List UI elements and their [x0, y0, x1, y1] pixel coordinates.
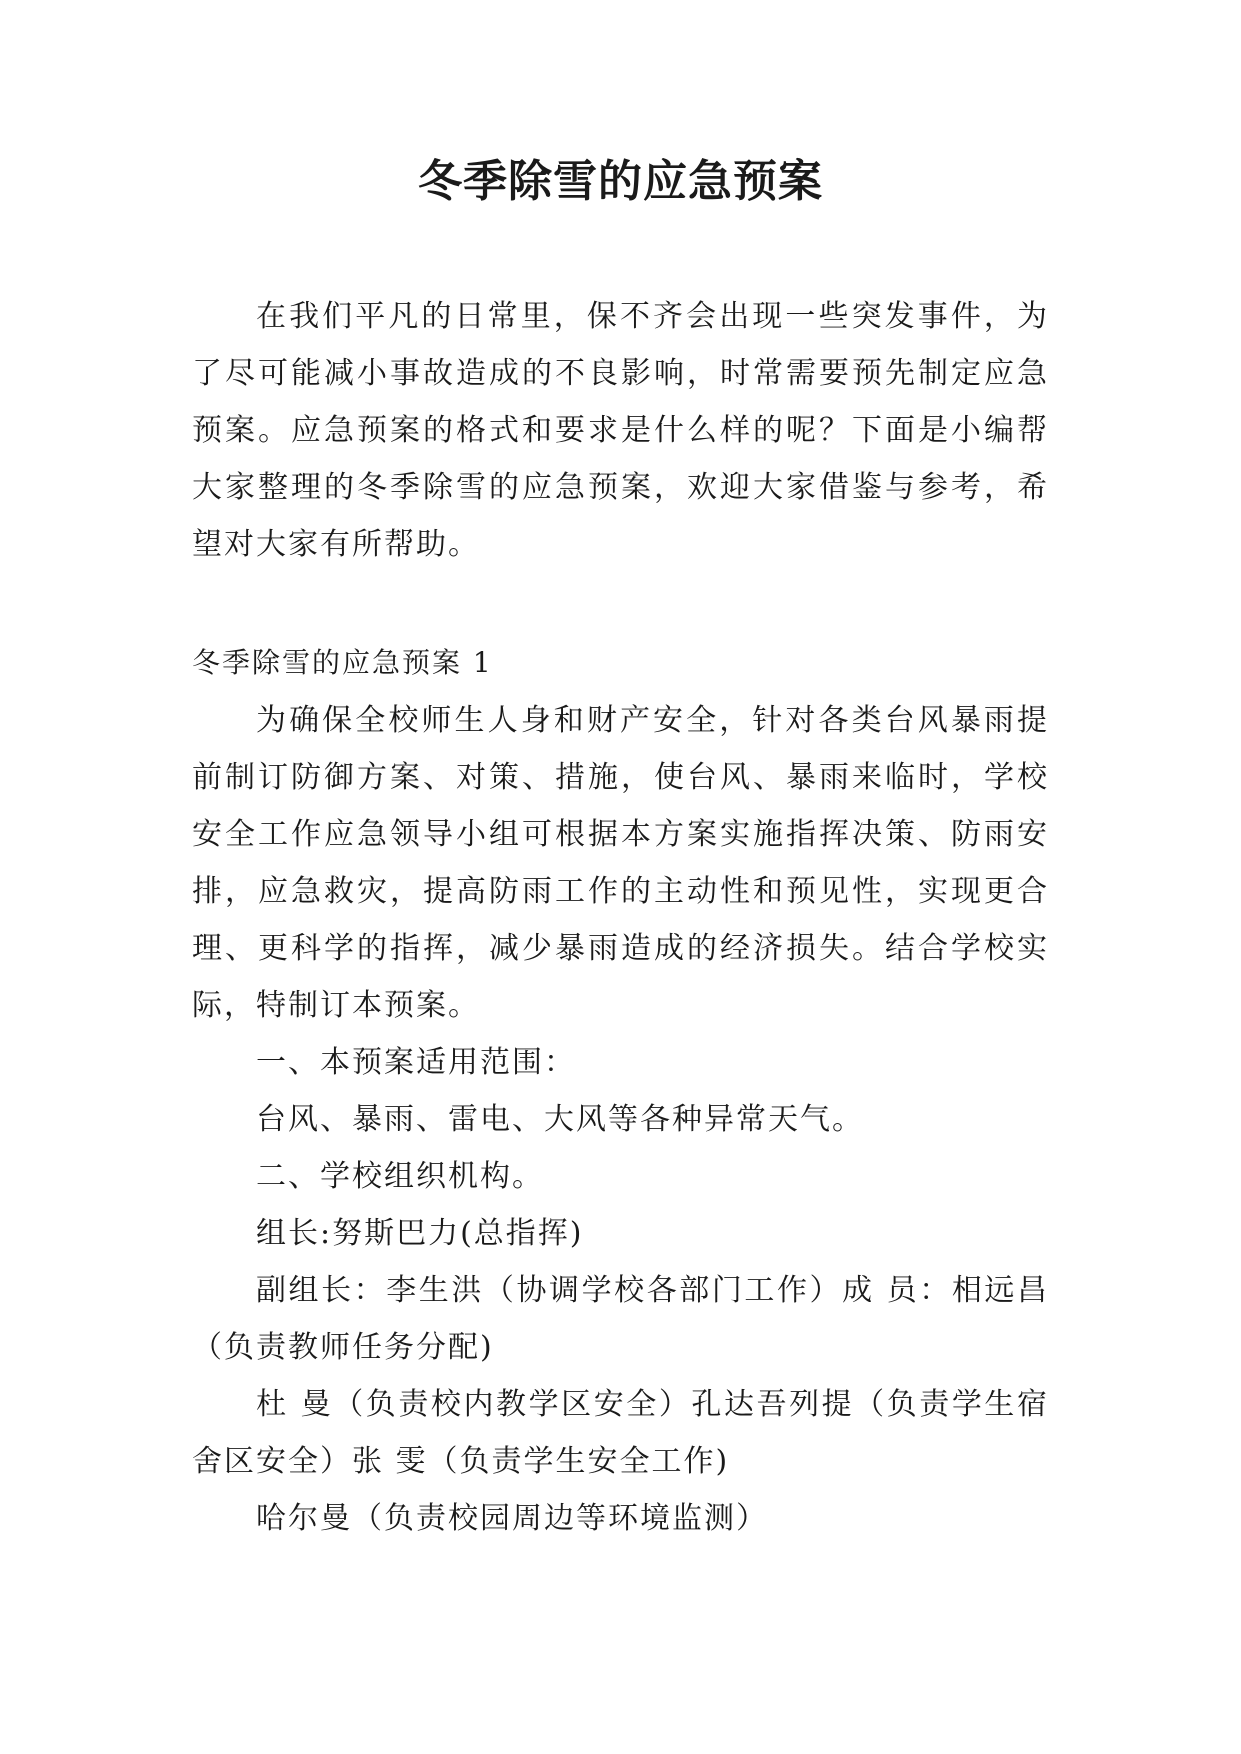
document-title: 冬季除雪的应急预案	[418, 156, 823, 207]
section-heading: 冬季除雪的应急预案 1	[192, 646, 493, 679]
section-paragraph-org-heading: 二、学校组织机构。	[256, 1159, 544, 1194]
section-1	[192, 634, 1049, 1547]
intro-paragraph: 在我们平凡的日常里，保不齐会出现一些突发事件，为了尽可能减小事故造成的不良影响，时常需要预先制定应急预案。应急预案的格式和要求是什么样的呢？下面是小编帮大家整理的冬季除雪的应急预案，欢迎大家借鉴与参考，希望对大家有所帮助。	[192, 299, 1049, 562]
section-paragraph-members: 杜 曼（负责校内教学区安全）孔达吾列提（负责学生宿舍区安全）张 雯（负责学生安全工作)	[192, 1387, 1049, 1479]
section-paragraph-scope: 台风、暴雨、雷电、大风等各种异常天气。	[256, 1102, 864, 1137]
section-paragraph-scope-heading: 一、本预案适用范围：	[256, 1045, 576, 1080]
section-paragraph-leader: 组长:努斯巴力(总指挥)	[256, 1216, 584, 1251]
section-paragraph-deputy: 副组长：李生洪（协调学校各部门工作）成 员：相远昌（负责教师任务分配)	[192, 1273, 1049, 1365]
section-paragraph-purpose: 为确保全校师生人身和财产安全，针对各类台风暴雨提前制订防御方案、对策、措施，使台风、暴雨来临时，学校安全工作应急领导小组可根据本方案实施指挥决策、防雨安排，应急救灾，提高防雨工作的主动性和预见性，实现更合理、更科学的指挥，减少暴雨造成的经济损失。结合学校实际，特制订本预案。	[192, 703, 1049, 1023]
intro-block	[192, 288, 1049, 573]
section-paragraph-monitor: 哈尔曼（负责校园周边等环境监测）	[256, 1501, 768, 1536]
